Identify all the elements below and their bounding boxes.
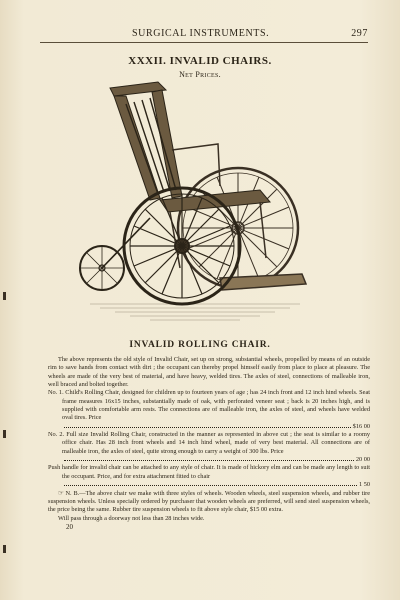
- page-number: 297: [351, 28, 368, 39]
- dot-leader: [64, 460, 354, 461]
- item-no-2-price-line: [48, 456, 370, 464]
- item-no-1-price: $16 00: [352, 422, 370, 430]
- running-title: SURGICAL INSTRUMENTS.: [132, 28, 270, 39]
- section-title: XXXII. INVALID CHAIRS.: [128, 55, 272, 67]
- dot-leader: [64, 427, 351, 428]
- push-handle-price: 1 50: [358, 481, 370, 489]
- figure-caption: INVALID ROLLING CHAIR.: [129, 340, 271, 350]
- push-handle-paragraph: [48, 464, 370, 481]
- item-no-1-price-line: [48, 423, 370, 431]
- signature-mark: 20: [66, 522, 73, 531]
- item-no-2-text: No. 2. Full size Invalid Rolling Chair, constructed in the manner as represented in above cut ; the seat is similar to a roomy office chair. Has 28 inch front wheels and 14 inch hind wheel, made of very best material. All connections are of malleable iron, the axles of steel, quite strong enough to carry a weight of 300 lbs. Price: [48, 431, 370, 455]
- item-no-1: [48, 389, 370, 422]
- item-no-2: [48, 431, 370, 456]
- item-no-1-text: No. 1. Child's Rolling Chair, designed for children up to fourteen years of age ; has 24 inch front and 12 inch hind wheels. Seat frame measures 16x15 inches, substantially made of oak, with perforated veneer seat ; back is 20 inches high, and is supplied with comfortable arm rests. The connections are of malleable iron, the axles of steel, and wheels have welded oval tires. Price: [48, 389, 370, 422]
- body-text: [48, 356, 370, 532]
- binding-mark: [3, 430, 6, 438]
- section-subtitle: Net Prices.: [179, 70, 221, 79]
- binding-mark: [3, 292, 6, 300]
- header-rule: [40, 42, 368, 43]
- binding-mark: [3, 545, 6, 553]
- doorway-note: Will pass through a doorway not less than 28 inches wide.: [58, 514, 205, 522]
- push-handle-text: Push handle for invalid chair can be attached to any style of chair. It is made of hickory elm and can be made any length to suit the occupant. Price, and for extra attachment fitted to chair: [48, 464, 370, 480]
- signature-mark-line: [48, 523, 370, 532]
- dot-leader: [64, 485, 357, 486]
- item-no-1-line: [48, 389, 370, 422]
- invalid-chair-illustration: [70, 78, 330, 328]
- push-handle-price-line: [48, 481, 370, 489]
- nota-bene-paragraph: ☞ N. B.—The above chair we make with three styles of wheels. Wooden wheels, steel suspension wheels, and rubber tire suspension wheels. Unless specially ordered by purchaser that wooden wheels are preferred, will send steel suspension wheels, the price being the same. Rubber tire suspension wheels to fit above style chair, $15 00 extra.: [48, 489, 370, 514]
- item-no-2-price: 20 00: [355, 456, 370, 464]
- running-head: [40, 28, 368, 39]
- intro-paragraph: The above represents the old style of Invalid Chair, set up on strong, substantial wheels, propelled by means of an outside rim to save hands from contact with dirt ; the occupant can thereby propel himself easily from place to place at pleasure. The wheels are made of the very best of material, and have heavy, welded tires. The axles of steel, connections of malleable iron, well braced and bolted together.: [48, 356, 370, 389]
